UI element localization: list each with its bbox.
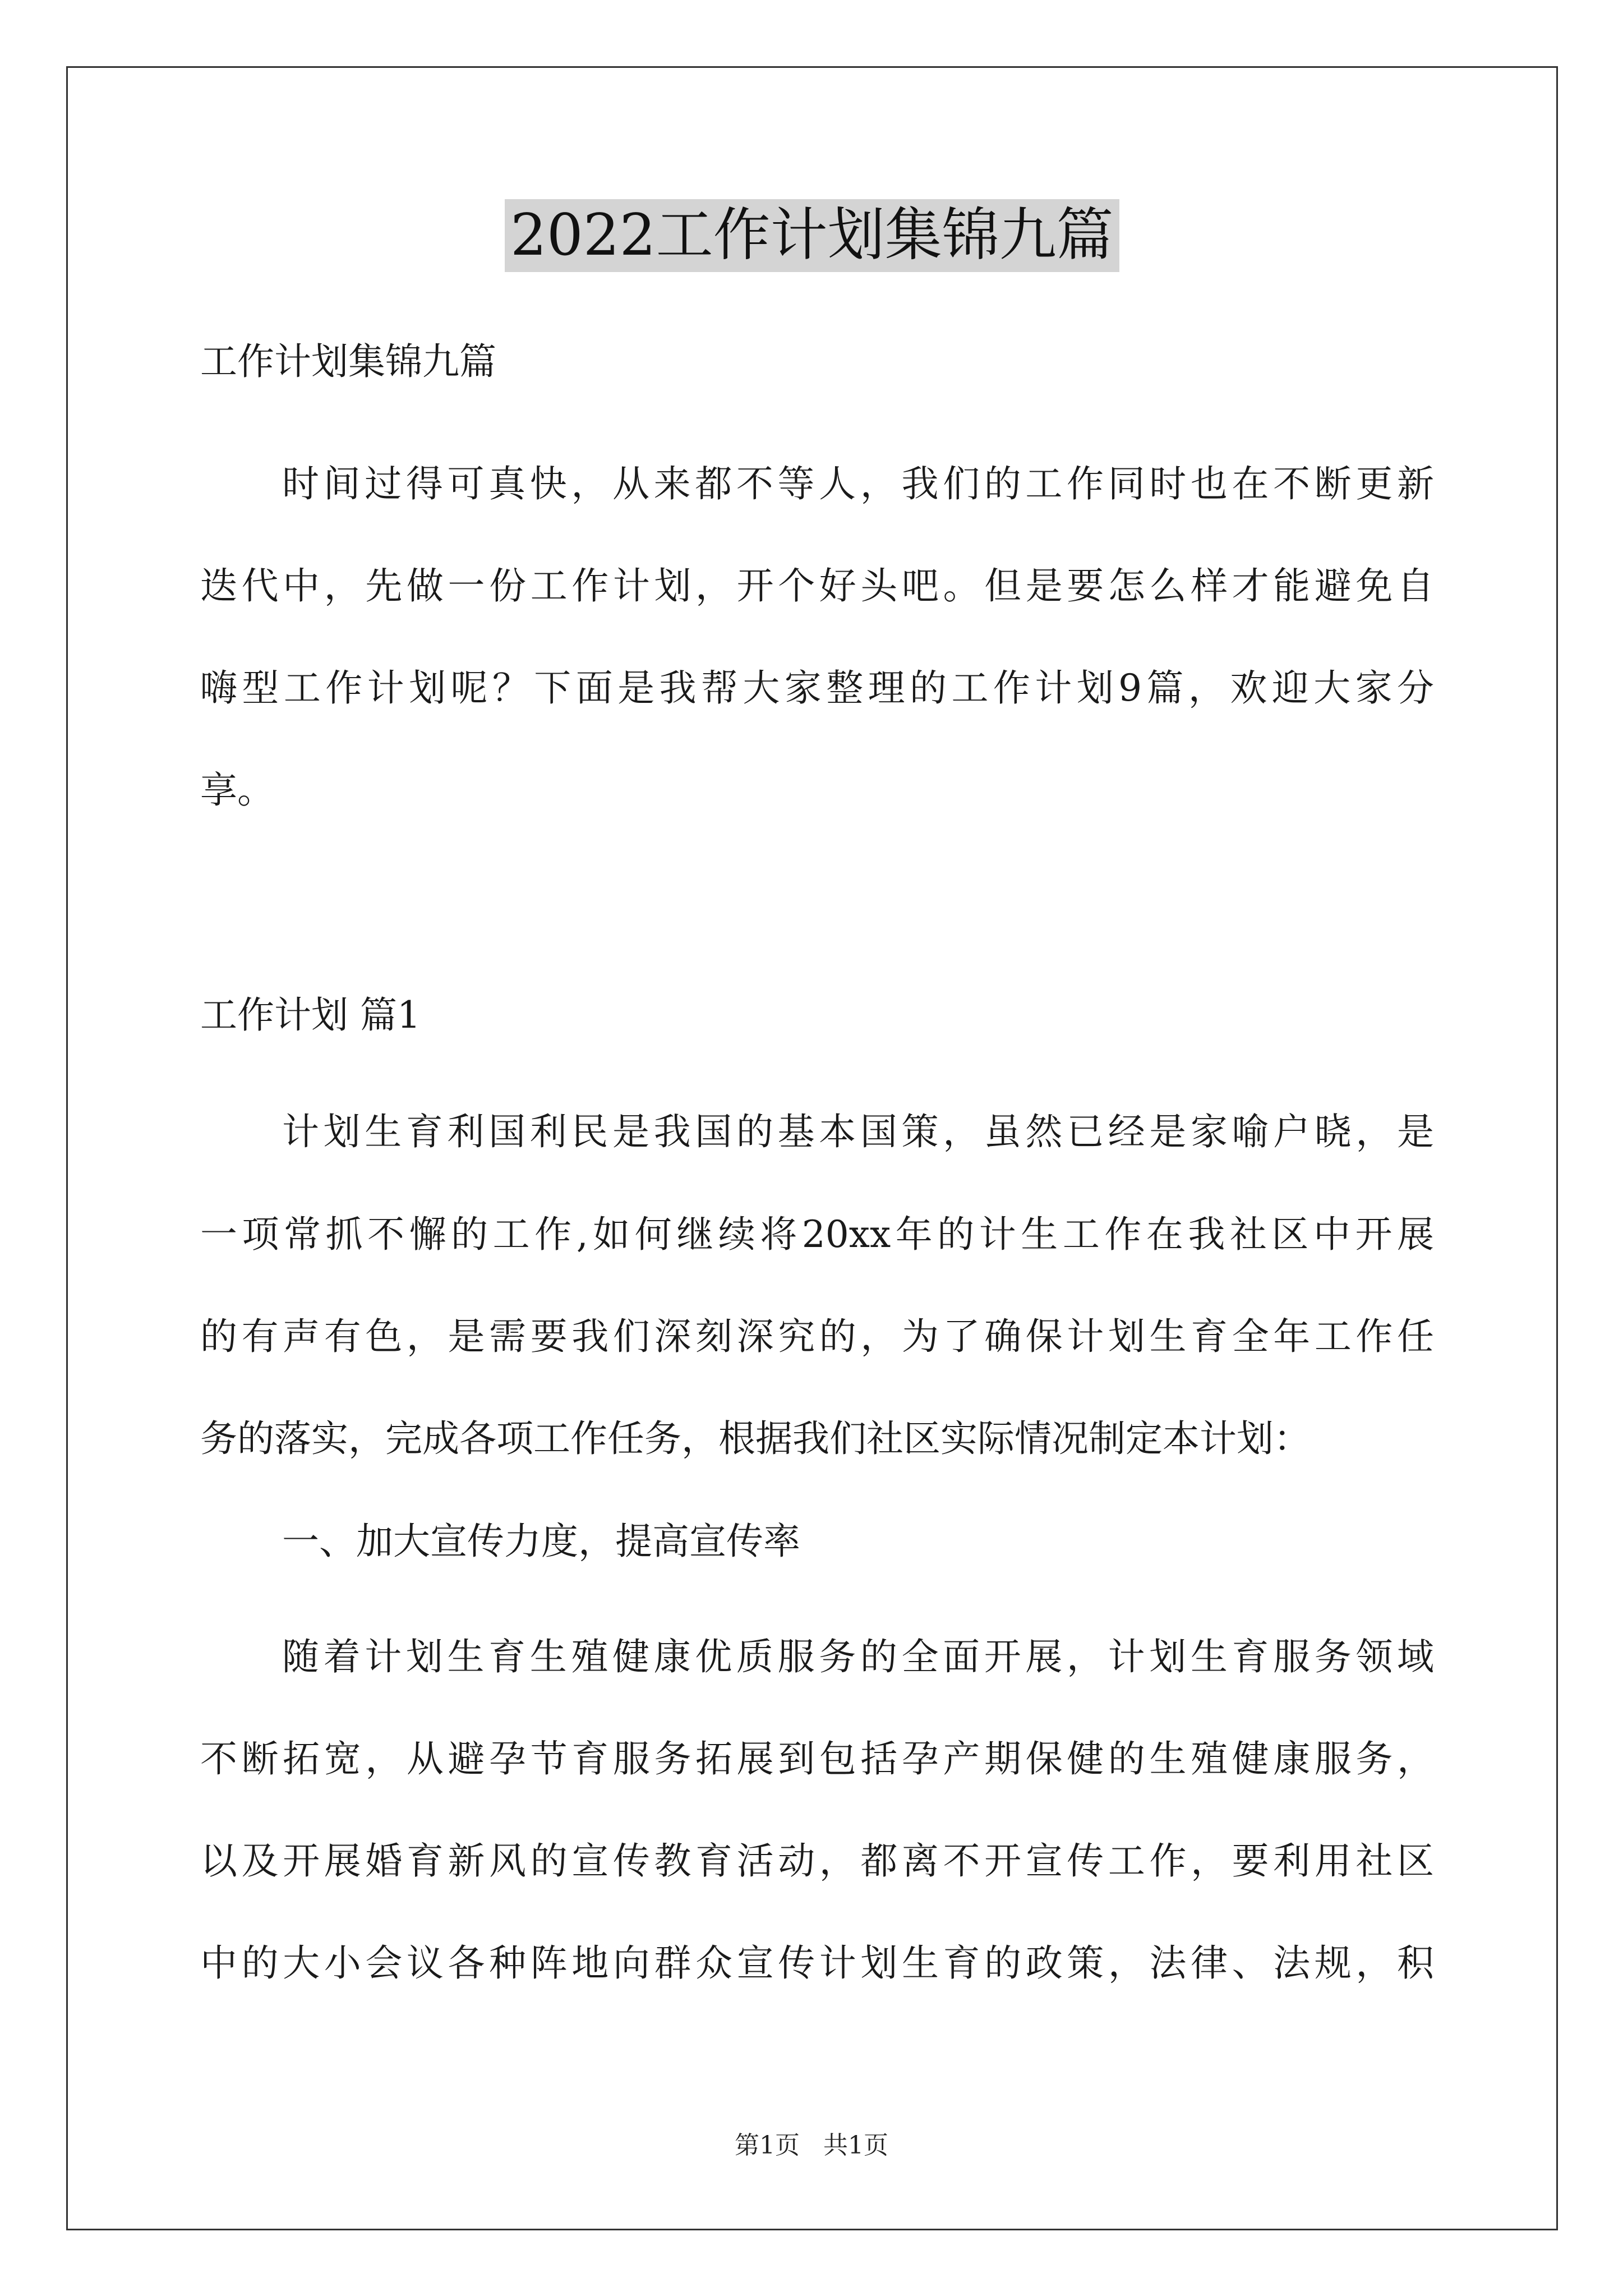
document-subtitle: 工作计划集锦九篇 [200, 340, 496, 383]
subheading: 一、加大宣传力度，提高宣传率 [282, 1520, 800, 1563]
paragraph-line: 不断拓宽，从避孕节育服务拓展到包括孕产期保健的生殖健康服务， [200, 1737, 1434, 1780]
intro-line: 迭代中，先做一份工作计划，开个好头吧。但是要怎么样才能避免自 [200, 564, 1434, 608]
paragraph-line: 随着计划生育生殖健康优质服务的全面开展，计划生育服务领域 [282, 1635, 1434, 1678]
page-footer: 第1页 共1页 [735, 2131, 888, 2160]
document-title: 2022工作计划集锦九篇 [505, 199, 1119, 272]
paragraph-line: 一项常抓不懈的工作,如何继续将20xx年的计生工作在我社区中开展 [200, 1213, 1434, 1256]
paragraph-line: 中的大小会议各种阵地向群众宣传计划生育的政策，法律、法规，积 [200, 1941, 1434, 1985]
paragraph-line: 的有声有色，是需要我们深刻深究的，为了确保计划生育全年工作任 [200, 1315, 1434, 1358]
intro-line: 时间过得可真快，从来都不等人，我们的工作同时也在不断更新 [282, 462, 1434, 505]
paragraph-line: 务的落实，完成各项工作任务，根据我们社区实际情况制定本计划： [200, 1417, 1311, 1460]
intro-line: 嗨型工作计划呢？下面是我帮大家整理的工作计划9篇，欢迎大家分 [200, 666, 1434, 710]
section-heading: 工作计划 篇1 [200, 993, 421, 1037]
paragraph-line: 计划生育利国利民是我国的基本国策，虽然已经是家喻户晓，是 [282, 1110, 1434, 1153]
paragraph-line: 以及开展婚育新风的宣传教育活动，都离不开宣传工作，要利用社区 [200, 1839, 1434, 1883]
intro-line: 享。 [200, 769, 274, 812]
